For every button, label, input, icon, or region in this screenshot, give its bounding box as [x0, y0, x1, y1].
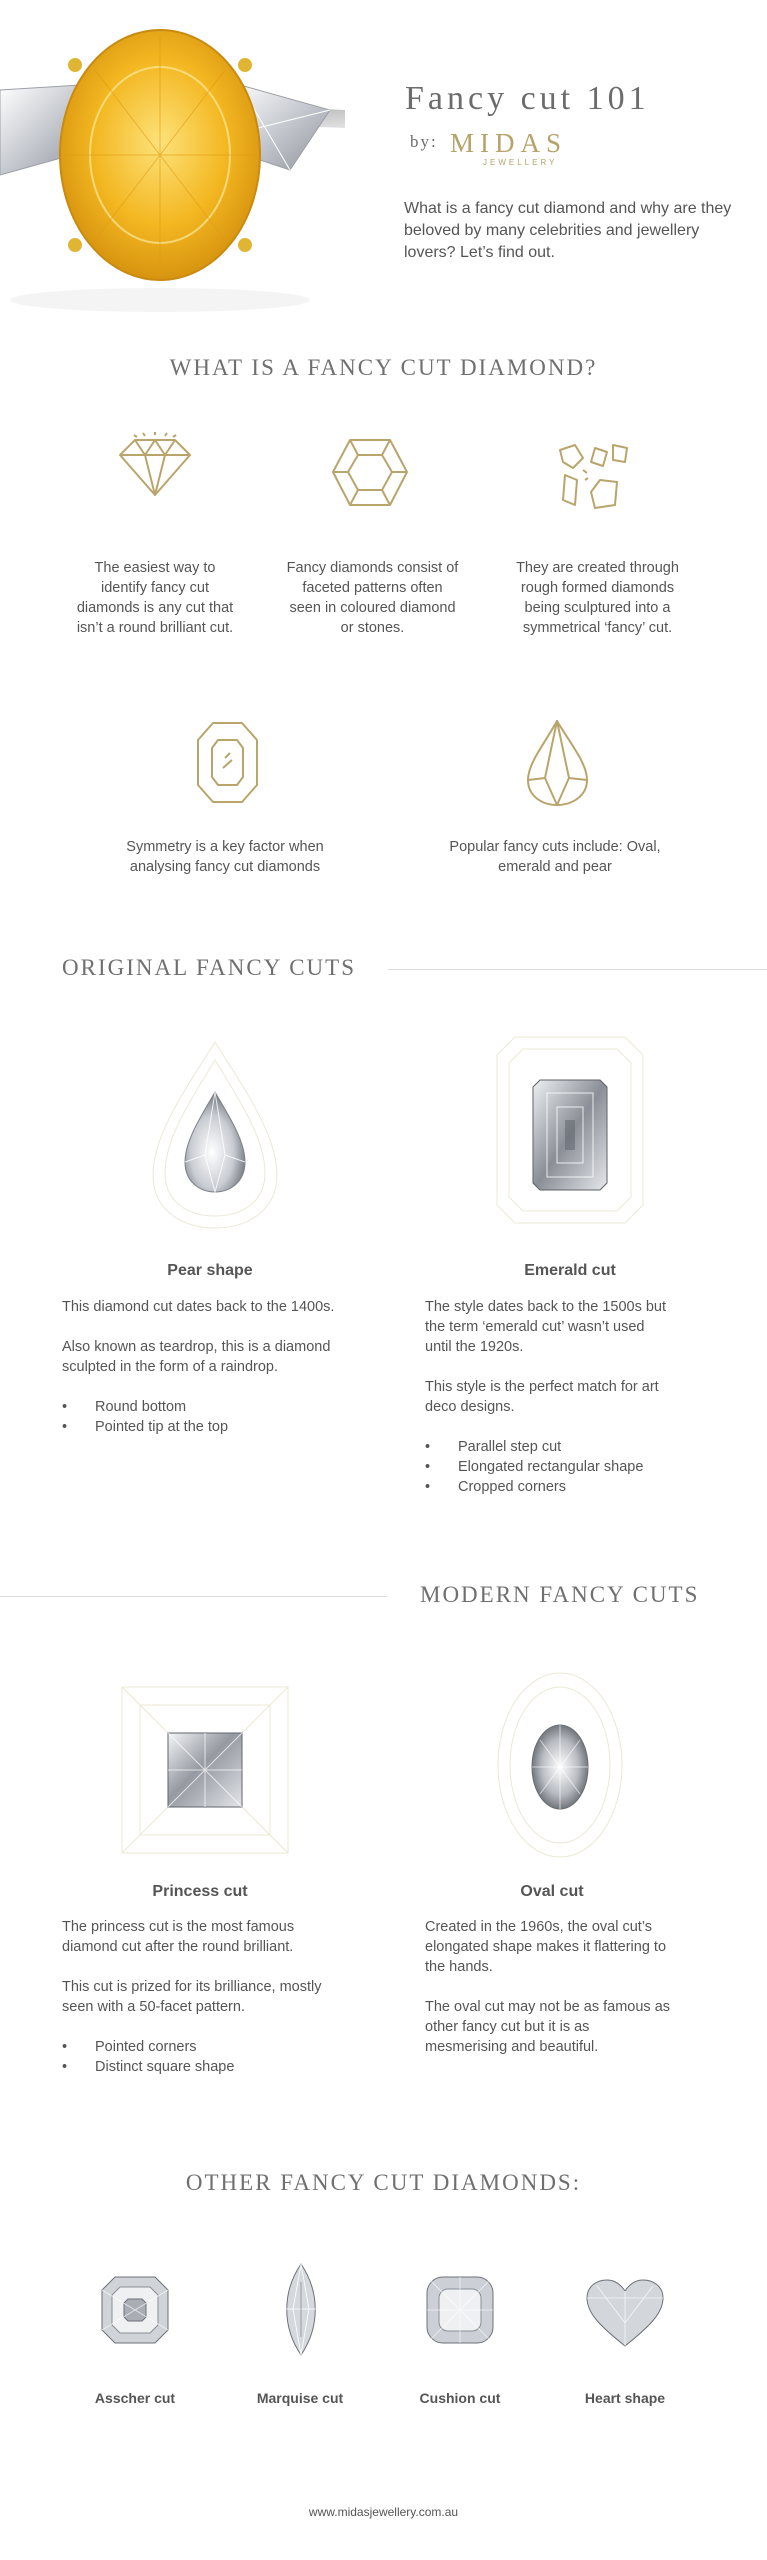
yellow-diamond-ring-image [0, 0, 350, 320]
hero-by-label: by: [410, 132, 438, 151]
princess-bullet-list [62, 2037, 332, 2077]
emerald-bullet-list [425, 1437, 670, 1497]
emerald-diamond-image [495, 1035, 645, 1225]
cut-label-asscher: Asscher cut [94, 2390, 176, 2406]
emerald-description [425, 1297, 670, 1497]
heart-diamond-image [585, 2278, 665, 2348]
pear-outline-icon [525, 718, 590, 808]
princess-paragraph: The princess cut is the most famous diamond cut after the round brilliant. [62, 1919, 295, 1955]
hero-description: What is a fancy cut diamond and why are they beloved by many celebrities and jewellery lovers? Let’s find out. [404, 200, 732, 261]
pear-diamond-image [150, 1040, 280, 1230]
section-heading-original: ORIGINAL FANCY CUTS [62, 955, 356, 980]
princess-title: Princess cut [152, 1883, 248, 1900]
feature-text: Symmetry is a key factor when analysing fancy cut diamonds [126, 839, 324, 875]
feature-text: They are created through rough formed diamonds being sculptured into a symmetrical ‘fancy’ cut. [516, 560, 679, 636]
emerald-paragraph: The style dates back to the 1500s but the term ‘emerald cut’ wasn’t used until the 1920s. [425, 1299, 667, 1355]
section-heading-modern: MODERN FANCY CUTS [420, 1582, 700, 1607]
pear-bullet-list [62, 1397, 372, 1437]
pear-description [62, 1297, 372, 1437]
pear-paragraph: This diamond cut dates back to the 1400s. [62, 1299, 335, 1315]
cut-label-heart: Heart shape [584, 2390, 666, 2406]
feature-text: Fancy diamonds consist of faceted patterns often seen in coloured diamond or stones. [286, 560, 459, 636]
pear-paragraph: Also known as teardrop, this is a diamond sculpted in the form of a raindrop. [62, 1339, 331, 1375]
oval-diamond-image [495, 1670, 625, 1860]
marquise-diamond-image [278, 2262, 324, 2357]
oval-title: Oval cut [520, 1883, 584, 1900]
page-title: Fancy cut 101 [405, 80, 650, 117]
section-divider [388, 969, 767, 970]
list-item: • Pointed corners [62, 2037, 332, 2057]
feature-text: The easiest way to identify fancy cut diamonds is any cut that isn’t a round brilliant cut. [76, 560, 234, 636]
diamond-outline-icon [110, 430, 200, 505]
princess-paragraph: This cut is prized for its brilliance, mostly seen with a 50-facet pattern. [62, 1979, 322, 2015]
brand-logo-text: MIDAS [450, 128, 568, 158]
footer-website-link[interactable]: www.midasjewellery.com.au [308, 2505, 459, 2519]
list-item: • Pointed tip at the top [62, 1417, 372, 1437]
list-item: • Elongated rectangular shape [425, 1457, 670, 1477]
section-heading-what: WHAT IS A FANCY CUT DIAMOND? [169, 355, 598, 380]
emerald-paragraph: This style is the perfect match for art deco designs. [425, 1379, 659, 1415]
oval-paragraph: Created in the 1960s, the oval cut’s elongated shape makes it flattering to the hands. [425, 1919, 667, 1975]
section-heading-other: OTHER FANCY CUT DIAMONDS: [185, 2170, 582, 2195]
feature-text: Popular fancy cuts include: Oval, emerald and pear [449, 839, 661, 875]
cushion-diamond-image [425, 2275, 495, 2345]
rough-diamonds-icon [555, 440, 635, 515]
cut-label-cushion: Cushion cut [419, 2390, 501, 2406]
hexagon-diamond-icon [330, 435, 410, 510]
emerald-title: Emerald cut [524, 1262, 616, 1279]
list-item: • Parallel step cut [425, 1437, 670, 1457]
oval-paragraph: The oval cut may not be as famous as other fancy cut but it is as mesmerising and beautiful. [425, 1999, 671, 2055]
list-item: • Round bottom [62, 1397, 372, 1417]
pear-title: Pear shape [167, 1262, 253, 1279]
asscher-diamond-image [100, 2275, 170, 2345]
emerald-outline-icon [195, 720, 260, 805]
princess-description [62, 1917, 332, 2077]
list-item: • Cropped corners [425, 1477, 670, 1497]
brand-logo-subtext: JEWELLERY [483, 158, 558, 167]
section-divider [0, 1596, 387, 1597]
cut-label-marquise: Marquise cut [256, 2390, 344, 2406]
oval-description [425, 1917, 670, 2077]
princess-diamond-image [120, 1685, 290, 1855]
list-item: • Distinct square shape [62, 2057, 332, 2077]
